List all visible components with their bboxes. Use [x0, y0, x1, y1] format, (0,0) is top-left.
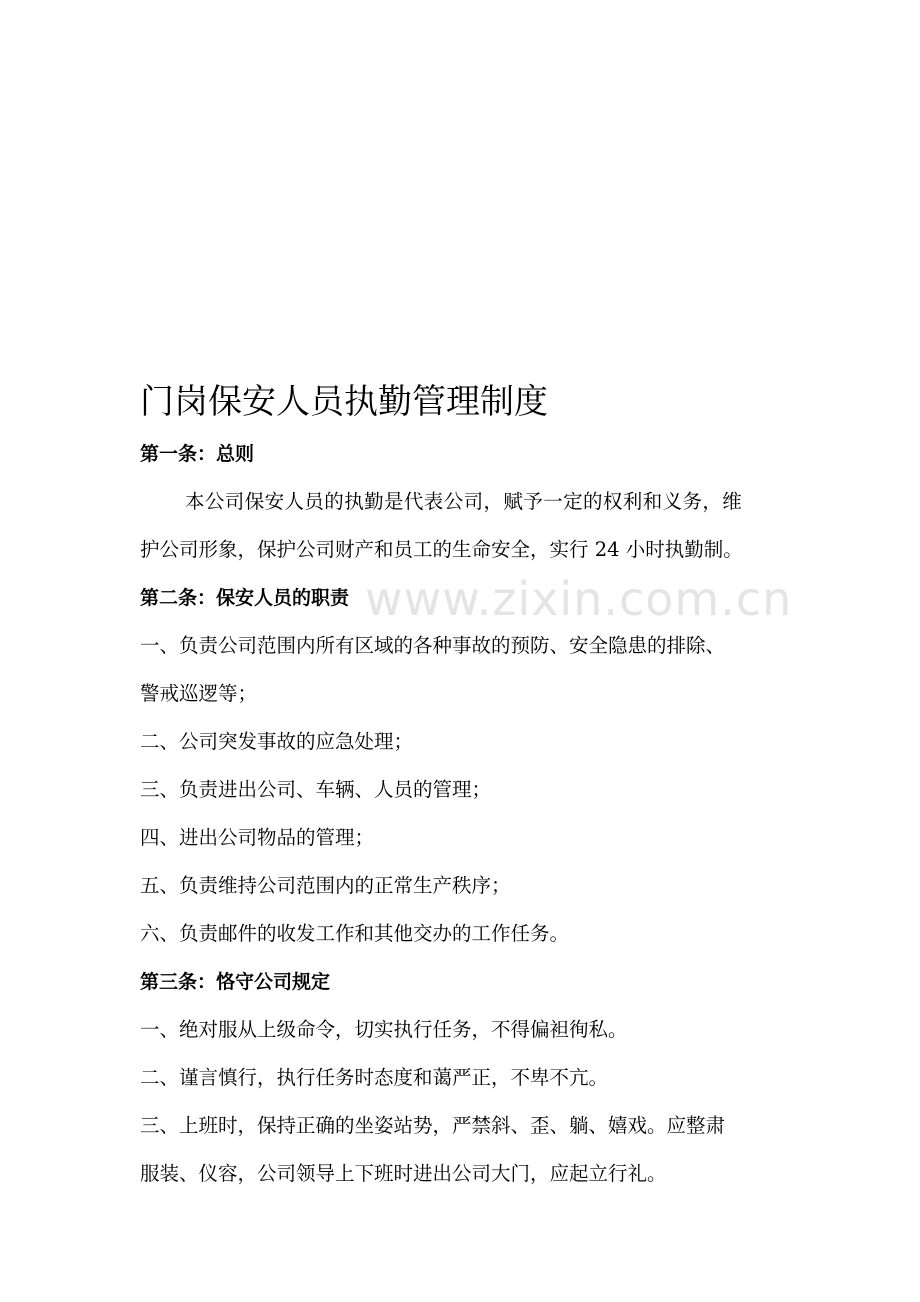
section-heading: 第三条：恪守公司规定 — [140, 971, 331, 993]
paragraph-line: 本公司保安人员的执勤是代表公司，赋予一定的权利和义务，维 — [185, 490, 743, 513]
list-item: 四、进出公司物品的管理； — [140, 826, 375, 849]
list-item: 二、公司突发事故的应急处理； — [140, 730, 414, 753]
section-heading: 第一条：总则 — [140, 443, 255, 465]
list-item: 二、谨言慎行，执行任务时态度和蔼严正，不卑不亢。 — [140, 1066, 609, 1089]
list-item: 五、负责维持公司范围内的正常生产秩序； — [140, 874, 511, 897]
list-item: 一、负责公司范围内所有区域的各种事故的预防、安全隐患的排除、 — [140, 634, 726, 657]
section-heading: 第二条：保安人员的职责 — [140, 587, 350, 609]
section-duties — [140, 574, 800, 958]
document-body — [140, 378, 800, 1198]
list-item: 三、上班时，保持正确的坐姿站势，严禁斜、歪、躺、嬉戏。应整肃 — [140, 1114, 726, 1137]
document-title: 门岗保安人员执勤管理制度 — [140, 382, 548, 422]
list-item-continuation: 服装、仪容，公司领导上下班时进出公司大门，应起立行礼。 — [140, 1162, 667, 1185]
section-rules — [140, 958, 800, 1198]
section-general — [140, 430, 800, 574]
list-item-continuation: 警戒巡逻等； — [140, 682, 258, 705]
list-item: 一、绝对服从上级命令，切实执行任务，不得偏袒徇私。 — [140, 1018, 628, 1041]
list-item: 三、负责进出公司、车辆、人员的管理； — [140, 778, 492, 801]
watermark: www.zixin.com.cn — [365, 572, 793, 626]
list-item: 六、负责邮件的收发工作和其他交办的工作任务。 — [140, 922, 570, 945]
paragraph-line: 护公司形象，保护公司财产和员工的生命安全，实行 24 小时执勤制。 — [140, 538, 743, 561]
